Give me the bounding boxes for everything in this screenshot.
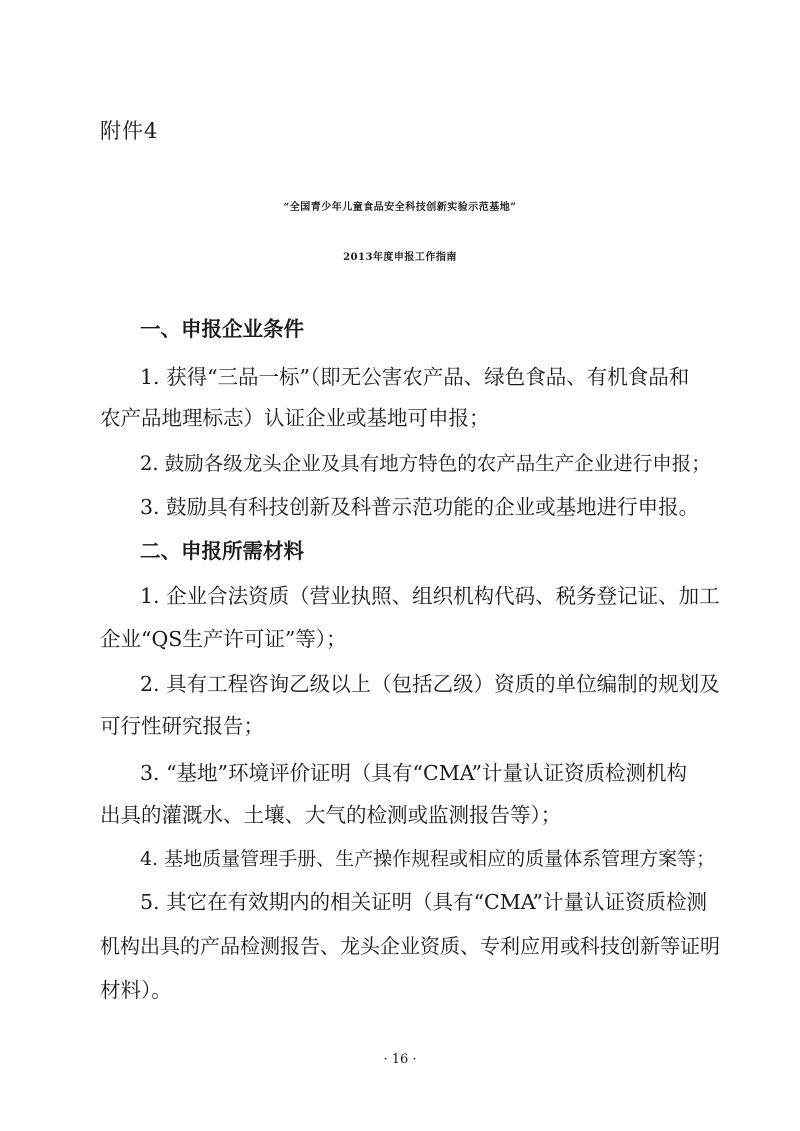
materials-item-5-line-2: 机构出具的产品检测报告、龙头企业资质、专利应用或科技创新等证明 xyxy=(100,934,720,958)
eligibility-item-1-line-1: 1. 获得“三品一标”（即无公害农产品、绿色食品、有机食品和 xyxy=(140,365,690,389)
section-heading-materials: 二、申报所需材料 xyxy=(140,539,304,563)
materials-item-3-line-2: 出具的灌溉水、土壤、大气的检测或监测报告等）； xyxy=(100,803,562,827)
attachment-label: 附件4 xyxy=(100,119,159,143)
eligibility-item-1-line-2: 农产品地理标志）认证企业或基地可申报； xyxy=(100,406,490,430)
eligibility-item-2-line-1: 2. 鼓励各级龙头企业及具有地方特色的农产品生产企业进行申报； xyxy=(140,452,711,475)
eligibility-item-3-line-1: 3. 鼓励具有科技创新及科普示范功能的企业或基地进行申报。 xyxy=(140,495,700,519)
materials-item-5-line-3: 材料）。 xyxy=(100,978,172,1002)
materials-item-1-line-1: 1. 企业合法资质（营业执照、组织机构代码、税务登记证、加工 xyxy=(140,584,720,608)
materials-item-5-line-1: 5. 其它在有效期内的相关证明（具有“CMA”计量认证资质检测 xyxy=(140,890,708,914)
materials-item-1-line-2: 企业“QS生产许可证”等）； xyxy=(100,627,347,651)
materials-item-3-line-1: 3. “基地”环境评价证明（具有“CMA”计量认证资质检测机构 xyxy=(140,761,687,785)
document-title-line-2: 2013年度申报工作指南 xyxy=(343,252,457,263)
materials-item-4-line-1: 4. 基地质量管理手册、生产操作规程或相应的质量体系管理方案等； xyxy=(140,848,716,870)
document-title-line-1: “全国青少年儿童食品安全科技创新实验示范基地” xyxy=(283,202,517,213)
materials-item-2-line-1: 2. 具有工程咨询乙级以上（包括乙级）资质的单位编制的规划及 xyxy=(140,672,720,696)
section-heading-eligibility: 一、申报企业条件 xyxy=(140,317,304,341)
materials-item-2-line-2: 可行性研究报告； xyxy=(100,714,264,738)
page-number: · 16 · xyxy=(383,1052,417,1067)
